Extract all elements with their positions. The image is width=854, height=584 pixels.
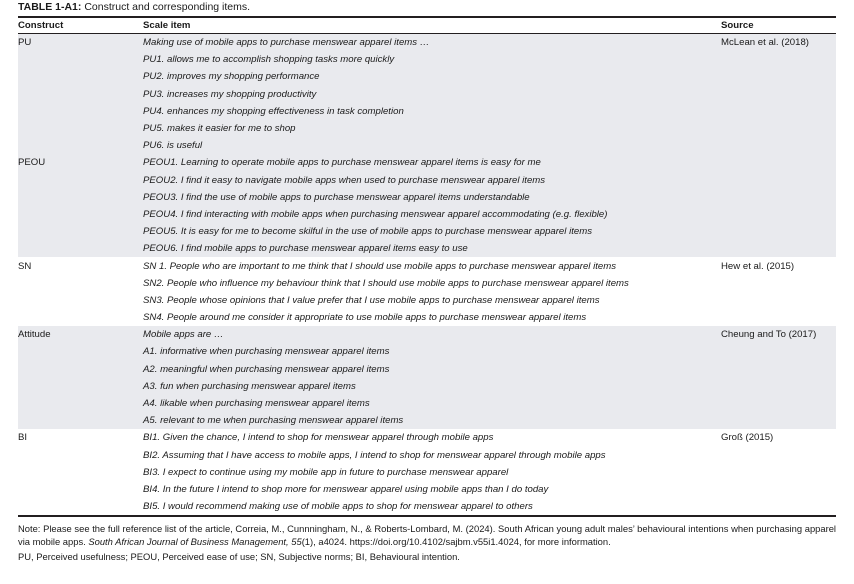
- construct-cell: [18, 464, 143, 481]
- table-container: [18, 0, 836, 565]
- construct-cell: [18, 172, 143, 189]
- construct-cell: [18, 189, 143, 206]
- table-row: [18, 206, 836, 223]
- scale-item-cell: PEOU6. I find mobile apps to purchase menswear apparel items easy to use: [143, 240, 721, 257]
- source-cell: [721, 137, 836, 154]
- source-cell: [721, 172, 836, 189]
- scale-item-cell: SN3. People whose opinions that I value prefer that I use mobile apps to purchase menswear apparel items: [143, 294, 600, 306]
- table-row: [18, 412, 836, 429]
- source-cell: [721, 447, 836, 464]
- scale-item-cell: BI4. In the future I intend to shop more for menswear apparel using mobile apps than I do today: [143, 483, 549, 495]
- construct-cell: [18, 481, 143, 498]
- table-row: [18, 309, 836, 326]
- construct-cell: [18, 412, 143, 429]
- construct-cell: SN: [18, 260, 32, 272]
- scale-item-cell: BI3. I expect to continue using my mobile app in future to purchase menswear apparel: [143, 466, 509, 478]
- source-cell: [721, 223, 836, 240]
- table-row: [18, 68, 836, 85]
- source-cell: [721, 292, 836, 309]
- scale-item-cell: PU2. improves my shopping performance: [143, 68, 721, 85]
- header-construct: Construct: [18, 18, 143, 34]
- source-cell: [721, 86, 836, 103]
- source-cell: [721, 275, 836, 292]
- source-cell: [721, 464, 836, 481]
- source-cell: [721, 68, 836, 85]
- scale-item-cell: BI2. Assuming that I have access to mobile apps, I intend to shop for menswear apparel through mobile apps: [143, 449, 606, 461]
- scale-item-cell: BI1. Given the chance, I intend to shop for menswear apparel through mobile apps: [143, 432, 494, 444]
- construct-cell: [18, 292, 143, 309]
- scale-item-cell: PEOU4. I find interacting with mobile apps when purchasing menswear apparel accommodating (e.g. flexible): [143, 206, 721, 223]
- source-cell: [721, 498, 836, 515]
- table-row: [18, 120, 836, 137]
- source-cell: [721, 378, 836, 395]
- table-row: [18, 172, 836, 189]
- table-row: [18, 223, 836, 240]
- scale-item-cell: PU6. is useful: [143, 137, 721, 154]
- construct-cell: [18, 103, 143, 120]
- construct-cell: Attitude: [18, 326, 143, 343]
- construct-cell: [18, 378, 143, 395]
- source-cell: [721, 412, 836, 429]
- table-row: [18, 481, 836, 498]
- source-cell: [721, 51, 836, 68]
- table-row: [18, 189, 836, 206]
- table-row: [18, 498, 836, 515]
- table-row: [18, 137, 836, 154]
- scale-item-cell: A5. relevant to me when purchasing menswear apparel items: [143, 412, 721, 429]
- source-cell: Cheung and To (2017): [721, 326, 836, 343]
- scale-item-cell: A2. meaningful when purchasing menswear apparel items: [143, 361, 721, 378]
- construct-cell: [18, 223, 143, 240]
- table-row: [18, 343, 836, 360]
- source-cell: [721, 189, 836, 206]
- table-footnote: [18, 522, 836, 563]
- table-row: [18, 240, 836, 257]
- scale-item-cell: SN 1. People who are important to me think that I should use mobile apps to purchase menswear apparel items: [143, 260, 617, 272]
- scale-item-cell: PU5. makes it easier for me to shop: [143, 120, 721, 137]
- source-cell: Hew et al. (2015): [721, 260, 795, 272]
- construct-cell: [18, 68, 143, 85]
- reference-note: Note: Please see the full reference list of the article, Correia, M., Cunnningham, N., & Roberts-Lombard, M. (2024). South African young adult males’ behavioural intentions when purchasing apparel via mobile apps. South African Journal of Business Management, 55(1), a4024. https://doi.org/10.4102/sajbm.v55i1.4024, for more information.: [18, 523, 836, 548]
- construct-cell: [18, 447, 143, 464]
- source-cell: [721, 240, 836, 257]
- source-cell: [721, 120, 836, 137]
- scale-item-cell: PU4. enhances my shopping effectiveness in task completion: [143, 103, 721, 120]
- source-cell: [721, 309, 836, 326]
- source-cell: [721, 103, 836, 120]
- scale-item-cell: Mobile apps are …: [143, 326, 721, 343]
- scale-item-cell: A1. informative when purchasing menswear apparel items: [143, 343, 721, 360]
- table-row: [18, 257, 836, 274]
- table-row: [18, 361, 836, 378]
- construct-cell: [18, 120, 143, 137]
- scale-item-cell: PU3. increases my shopping productivity: [143, 86, 721, 103]
- construct-cell: BI: [18, 432, 28, 444]
- construct-cell: [18, 275, 143, 292]
- source-cell: [721, 154, 836, 171]
- header-row: [18, 18, 836, 34]
- table-row: [18, 447, 836, 464]
- table-row: [18, 86, 836, 103]
- table-row: [18, 103, 836, 120]
- construct-cell: [18, 343, 143, 360]
- table-row: [18, 464, 836, 481]
- source-cell: [721, 395, 836, 412]
- abbreviations-note: PU, Perceived usefulness; PEOU, Perceived ease of use; SN, Subjective norms; BI, Behavioural intention.: [18, 551, 460, 563]
- construct-cell: [18, 51, 143, 68]
- source-cell: [721, 206, 836, 223]
- construct-cell: [18, 498, 143, 515]
- scale-item-cell: SN4. People around me consider it appropriate to use mobile apps to purchase menswear apparel items: [143, 312, 587, 324]
- source-cell: [721, 361, 836, 378]
- construct-table: [18, 18, 836, 515]
- source-cell: [721, 343, 836, 360]
- source-cell: McLean et al. (2018): [721, 34, 836, 52]
- source-cell: Groß (2015): [721, 432, 774, 444]
- construct-cell: PEOU: [18, 154, 143, 171]
- scale-item-cell: PEOU3. I find the use of mobile apps to purchase menswear apparel items understandable: [143, 189, 721, 206]
- scale-item-cell: PEOU2. I find it easy to navigate mobile apps when used to purchase menswear apparel items: [143, 172, 721, 189]
- scale-item-cell: PEOU1. Learning to operate mobile apps to purchase menswear apparel items is easy for me: [143, 154, 721, 171]
- table-row: [18, 34, 836, 52]
- bottom-rule: [18, 515, 836, 517]
- header-scale-item: Scale item: [143, 18, 721, 34]
- table-row: [18, 378, 836, 395]
- scale-item-cell: A3. fun when purchasing menswear apparel items: [143, 378, 721, 395]
- construct-cell: [18, 86, 143, 103]
- scale-item-cell: PU1. allows me to accomplish shopping tasks more quickly: [143, 51, 721, 68]
- scale-item-cell: PEOU5. It is easy for me to become skilful in the use of mobile apps to purchase menswear apparel items: [143, 223, 721, 240]
- table-row: [18, 326, 836, 343]
- source-cell: [721, 481, 836, 498]
- scale-item-cell: BI5. I would recommend making use of mobile apps to shop for menswear apparel to others: [143, 501, 533, 513]
- construct-cell: [18, 395, 143, 412]
- table-row: [18, 51, 836, 68]
- scale-item-cell: SN2. People who influence my behaviour think that I should use mobile apps to purchase menswear apparel items: [143, 277, 629, 289]
- scale-item-cell: A4. likable when purchasing menswear apparel items: [143, 395, 721, 412]
- header-source: Source: [721, 18, 836, 34]
- table-title: TABLE 1-A1: Construct and corresponding items.: [18, 1, 251, 13]
- table-row: [18, 395, 836, 412]
- scale-item-cell: Making use of mobile apps to purchase menswear apparel items …: [143, 34, 721, 52]
- table-row: [18, 292, 836, 309]
- table-row: [18, 429, 836, 446]
- table-row: [18, 154, 836, 171]
- construct-cell: [18, 361, 143, 378]
- construct-cell: [18, 206, 143, 223]
- construct-cell: [18, 137, 143, 154]
- construct-cell: [18, 240, 143, 257]
- construct-cell: PU: [18, 34, 143, 52]
- construct-cell: [18, 309, 143, 326]
- table-row: [18, 275, 836, 292]
